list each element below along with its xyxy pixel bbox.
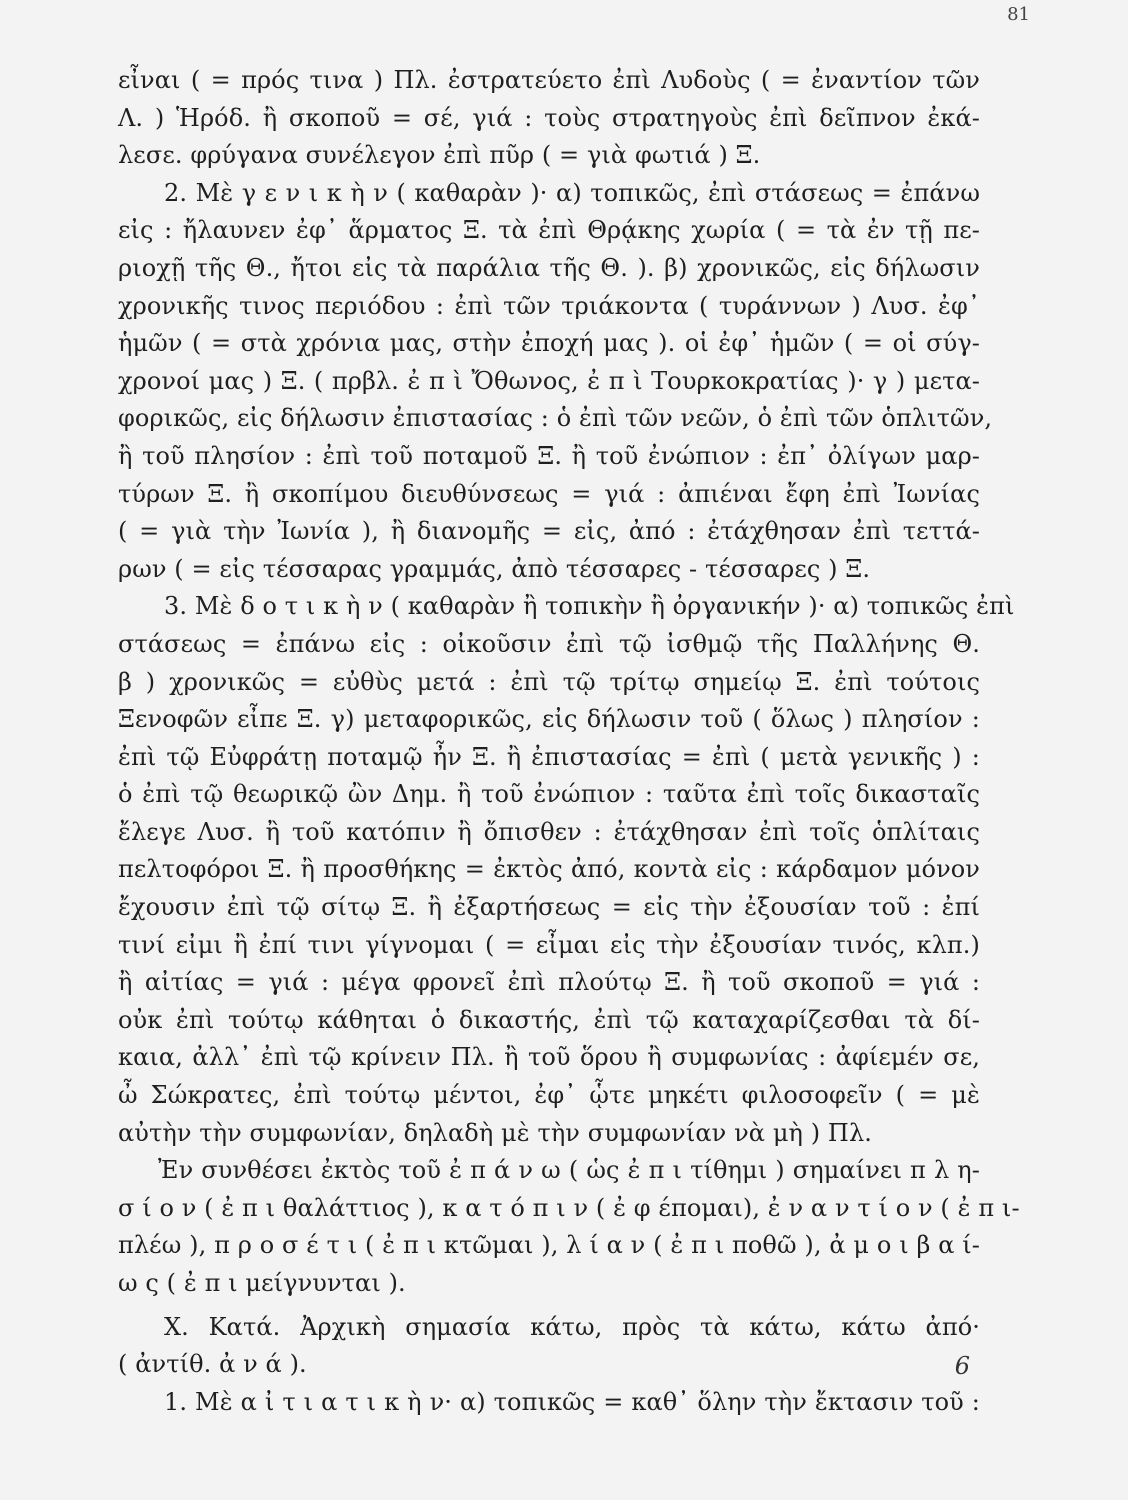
- text-line: 2. Μὲ γ ε ν ι κ ὴ ν ( καθαρὰν )· α) τοπικῶς, ἐπὶ στάσεως = ἐπάνω: [164, 178, 980, 207]
- text-line: ἢ τοῦ πλησίον : ἐπὶ τοῦ ποταμοῦ Ξ. ἢ τοῦ ἐνώπιον : ἐπ᾽ ὀλίγων μαρ-: [118, 441, 980, 470]
- text-line: ὁ ἐπὶ τῷ θεωρικῷ ὢν Δημ. ἢ τοῦ ἐνώπιον : ταῦτα ἐπὶ τοῖς δικασταῖς: [118, 780, 980, 809]
- text-line: καια, ἀλλ᾽ ἐπὶ τῷ κρίνειν Πλ. ἢ τοῦ ὅρου ἢ συμφωνίας : ἀφίεμέν σε,: [118, 1043, 980, 1072]
- text-line: χρονικῆς τινος περιόδου : ἐπὶ τῶν τριάκοντα ( τυράννων ) Λυσ. ἐφ᾽: [118, 291, 980, 320]
- text-line: 1. Μὲ α ἰ τ ι α τ ι κ ὴ ν· α) τοπικῶς = καθ᾽ ὅλην τὴν ἔκτασιν τοῦ :: [164, 1387, 980, 1416]
- text-line: ἐπὶ τῷ Εὐφράτῃ ποταμῷ ἦν Ξ. ἢ ἐπιστασίας = ἐπὶ ( μετὰ γενικῆς ) :: [118, 742, 980, 771]
- text-line: ἢ αἰτίας = γιά : μέγα φρονεῖ ἐπὶ πλούτῳ Ξ. ἢ τοῦ σκοποῦ = γιά :: [118, 968, 980, 997]
- text-line: 3. Μὲ δ ο τ ι κ ὴ ν ( καθαρὰν ἢ τοπικὴν ἢ ὀργανικήν )· α) τοπικῶς ἐπὶ: [164, 592, 1015, 621]
- page-number: 81: [1007, 4, 1030, 25]
- text-line: σ ί ο ν ( ἐ π ι θαλάττιος ), κ α τ ό π ι ν ( ἐ φ έπομαι), ἐ ν α ν τ ί ο ν ( ἐ π ι-: [118, 1193, 1020, 1222]
- text-line: πλέω ), π ρ ο σ έ τ ι ( ἐ π ι κτῶμαι ), λ ί α ν ( ἐ π ι ποθῶ ), ἀ μ ο ι β α ί-: [118, 1231, 980, 1260]
- text-line: ἡμῶν ( = στὰ χρόνια μας, στὴν ἐποχή μας ). οἱ ἐφ᾽ ἡμῶν ( = οἱ σύγ-: [118, 329, 980, 358]
- text-line: ρων ( = εἰς τέσσαρας γραμμάς, ἀπὸ τέσσαρες - τέσσαρες ) Ξ.: [118, 554, 871, 583]
- text-line: πελτοφόροι Ξ. ἢ προσθήκης = ἐκτὸς ἀπό, κοντὰ εἰς : κάρδαμον μόνον: [118, 855, 980, 884]
- text-line: χρονοί μας ) Ξ. ( πρβλ. ἐ π ὶ Ὄθωνος, ἐ π ὶ Τουρκοκρατίας )· γ ) μετα-: [118, 366, 980, 395]
- text-line: τινί εἰμι ἢ ἐπί τινι γίγνομαι ( = εἶμαι εἰς τὴν ἐξουσίαν τινός, κλπ.): [118, 930, 980, 959]
- text-line: φορικῶς, εἰς δήλωσιν ἐπιστασίας : ὁ ἐπὶ τῶν νεῶν, ὁ ἐπὶ τῶν ὁπλιτῶν,: [118, 404, 993, 433]
- text-line: εἶναι ( = πρός τινα ) Πλ. ἐστρατεύετο ἐπὶ Λυδοὺς ( = ἐναντίον τῶν: [118, 66, 980, 94]
- text-line: Λ. ) Ἡρόδ. ἢ σκοποῦ = σέ, γιά : τοὺς στρατηγοὺς ἐπὶ δεῖπνον ἐκά-: [118, 103, 980, 132]
- page-body: [118, 62, 1020, 1416]
- text-line: ω ς ( ἐ π ι μείγνυνται ).: [118, 1269, 406, 1297]
- text-line: στάσεως = ἐπάνω εἰς : οἰκοῦσιν ἐπὶ τῷ ἰσθμῷ τῆς Παλλήνης Θ.: [118, 629, 980, 658]
- text-line: Ἐν συνθέσει ἐκτὸς τοῦ ἐ π ά ν ω ( ὡς ἐ π ι τίθημι ) σημαίνει π λ η-: [158, 1156, 980, 1185]
- text-line: ριοχῇ τῆς Θ., ἤτοι εἰς τὰ παράλια τῆς Θ. ). β) χρονικῶς, εἰς δήλωσιν: [118, 253, 980, 282]
- text-line: ( = γιὰ τὴν Ἰωνία ), ἢ διανομῆς = εἰς, ἀπό : ἐτάχθησαν ἐπὶ τεττά-: [118, 517, 980, 546]
- text-line: β ) χρονικῶς = εὐθὺς μετά : ἐπὶ τῷ τρίτῳ σημείῳ Ξ. ἐπὶ τούτοις: [118, 667, 980, 696]
- text-line: ἔλεγε Λυσ. ἢ τοῦ κατόπιν ἢ ὄπισθεν : ἐτάχθησαν ἐπὶ τοῖς ὁπλίταις: [118, 817, 980, 846]
- text-line: ( ἀντίθ. ἀ ν ά ).: [118, 1350, 307, 1379]
- section-heading: Χ. Κατά. Ἀρχικὴ σημασία κάτω, πρὸς τὰ κάτω, κάτω ἀπό·: [164, 1312, 980, 1341]
- text-line: τύρων Ξ. ἢ σκοπίμου διευθύνσεως = γιά : ἀπιέναι ἔφη ἐπὶ Ἰωνίας: [118, 479, 980, 508]
- text-line: ὦ Σώκρατες, ἐπὶ τούτῳ μέντοι, ἐφ᾽ ᾧτε μηκέτι φιλοσοφεῖν ( = μὲ: [118, 1081, 980, 1110]
- text-line: ἔχουσιν ἐπὶ τῷ σίτῳ Ξ. ἢ ἐξαρτήσεως = εἰς τὴν ἐξουσίαν τοῦ : ἐπί: [118, 893, 980, 922]
- text-line: οὐκ ἐπὶ τούτῳ κάθηται ὁ δικαστής, ἐπὶ τῷ καταχαρίζεσθαι τὰ δί-: [118, 1005, 980, 1034]
- text-line: αὐτὴν τὴν συμφωνίαν, δηλαδὴ μὲ τὴν συμφωνίαν νὰ μὴ ) Πλ.: [118, 1118, 872, 1147]
- text-line: Ξενοφῶν εἶπε Ξ. γ) μεταφορικῶς, εἰς δήλωσιν τοῦ ( ὅλως ) πλησίον :: [118, 705, 980, 734]
- text-line: εἰς : ἤλαυνεν ἐφ᾽ ἅρματος Ξ. τὰ ἐπὶ Θρᾴκης χωρία ( = τὰ ἐν τῇ πε-: [118, 216, 980, 245]
- page-signature: 6: [954, 1352, 970, 1380]
- text-line: λεσε. φρύγανα συνέλεγον ἐπὶ πῦρ ( = γιὰ φωτιά ) Ξ.: [118, 141, 761, 170]
